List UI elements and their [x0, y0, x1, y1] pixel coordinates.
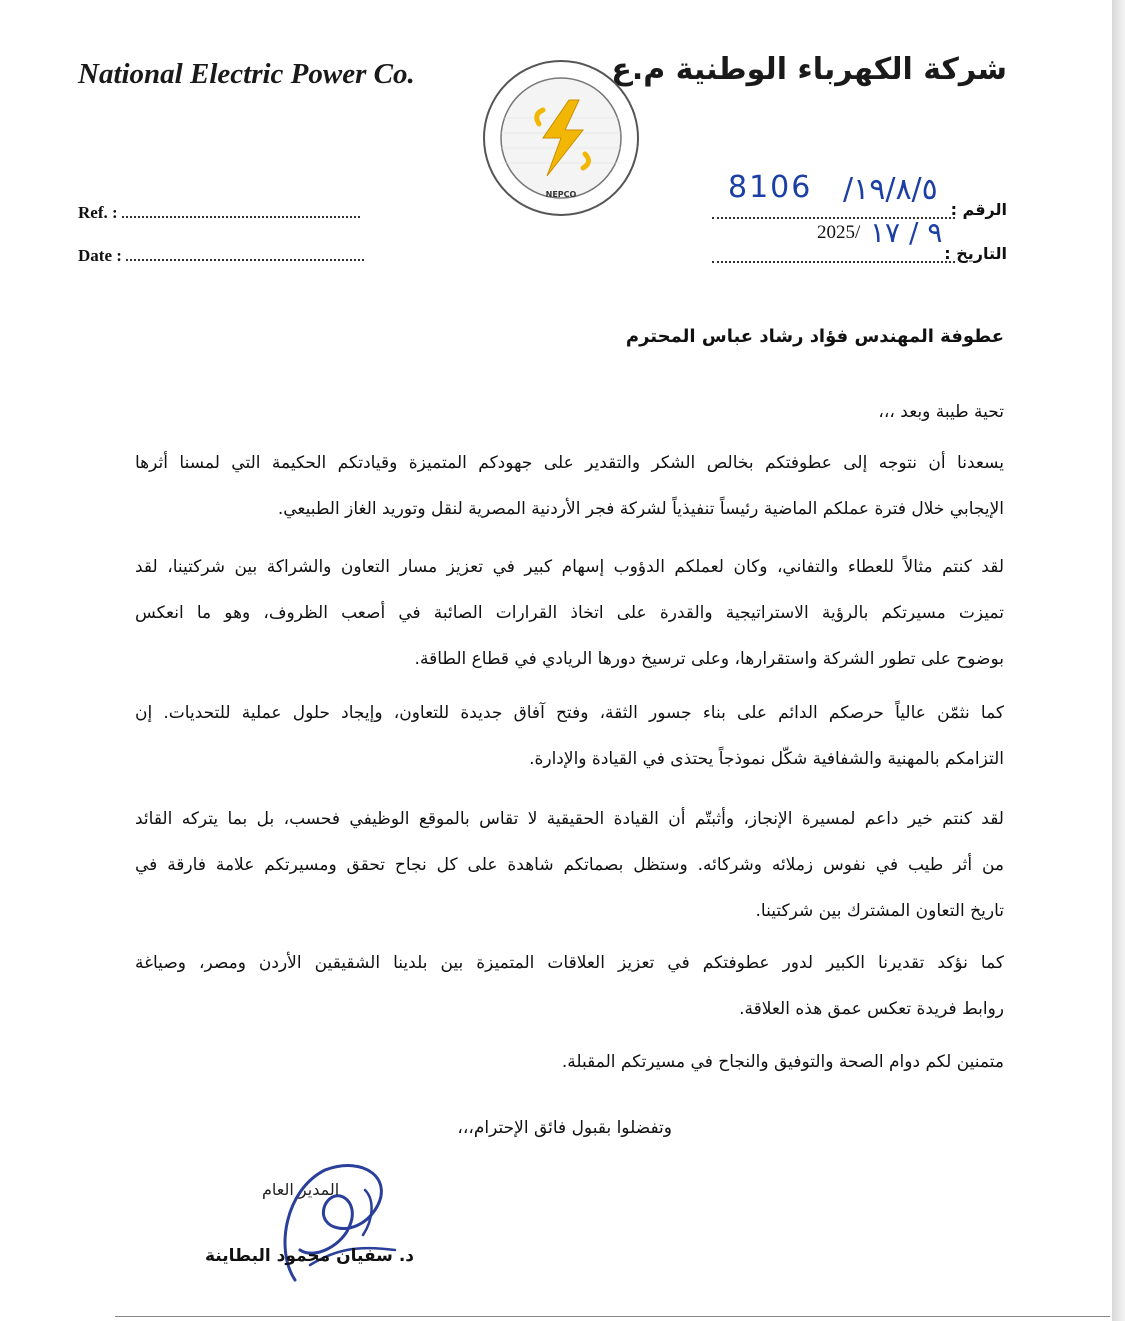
ref-label-ar: الرقم :	[950, 200, 1007, 219]
handwritten-signature	[255, 1150, 405, 1290]
date-dotted-line-ar	[712, 259, 955, 263]
paragraph-2	[135, 544, 1004, 682]
closing-wish: متمنين لكم دوام الصحة والتوفيق والنجاح في مسيرتكم المقبلة.	[561, 1052, 1004, 1072]
ref-label-en: Ref. :	[78, 203, 118, 222]
page-edge-shadow	[1112, 0, 1125, 1321]
ref-handwritten-suffix: /١٩/٨/٥	[843, 172, 938, 207]
paragraph-5	[135, 940, 1004, 1032]
company-name-english: National Electric Power Co.	[78, 58, 415, 90]
paragraph-line: تميزت مسيرتكم بالرؤية الاستراتيجية والقدرة على اتخاذ القرارات الصائبة في أصعب الظروف، وهو ما انعكس	[135, 603, 1004, 623]
date-label-ar: التاريخ :	[944, 244, 1007, 263]
date-dotted-line	[126, 251, 364, 261]
paragraph-3	[135, 690, 1004, 782]
paragraph-line: التزامكم بالمهنية والشفافية شكّل نموذجاً يحتذى في القيادة والإدارة.	[529, 749, 1004, 769]
paragraph-line: الإيجابي خلال فترة عملكم الماضية رئيساً تنفيذياً لشركة فجر الأردنية المصرية لنقل وتوريد الغاز الطبيعي.	[277, 499, 1004, 519]
date-printed: 2025/	[817, 222, 861, 243]
ref-field-en	[78, 203, 360, 223]
signatory-title: المدير العام	[262, 1180, 340, 1199]
logo-caption: NEPCO	[545, 190, 577, 199]
date-label-en: Date :	[78, 246, 122, 265]
addressee: عطوفة المهندس فؤاد رشاد عباس المحترم	[625, 326, 1004, 347]
paragraph-line: تاريخ التعاون المشترك بين شركتينا.	[755, 901, 1004, 921]
paragraph-line: بوضوح على تطور الشركة واستقرارها، وعلى ترسيخ دورها الريادي في قطاع الطاقة.	[414, 649, 1004, 669]
paragraph-line: روابط فريدة تعكس عمق هذه العلاقة.	[739, 999, 1004, 1019]
ref-dotted-line	[122, 208, 360, 218]
nepco-logo	[481, 58, 641, 218]
greeting: تحية طيبة وبعد ،،،	[878, 402, 1004, 422]
footer-rule	[115, 1316, 1110, 1317]
paragraph-line: يسعدنا أن نتوجه إلى عطوفتكم بخالص الشكر والتقدير على جهودكم المتميزة وقيادتكم الحكيمة التي لمسنا أثرها	[135, 453, 1004, 473]
date-field-en	[78, 246, 364, 266]
paragraph-line: من أثر طيب في نفوس زملائه وشركائه. وستظل بصماتكم شاهدة على كل نجاح تحقق ومسيرتكم علامة فارقة في	[135, 855, 1004, 875]
ref-handwritten: 8106	[728, 170, 813, 205]
date-handwritten: ٩ / ١٧	[870, 216, 943, 249]
paragraph-line: كما نثمّن عالياً حرصكم الدائم على بناء جسور الثقة، وفتح آفاق جديدة للتعاون، وإيجاد حلول عملية للتحديات. إن	[135, 703, 1004, 723]
paragraph-line: لقد كنتم مثالاً للعطاء والتفاني، وكان لعملكم الدؤوب إسهام كبير في تعزيز مسار التعاون والشراكة بين شركتينا، لقد	[135, 557, 1004, 577]
signatory-name: د. سفيان محمود البطاينة	[205, 1246, 415, 1266]
paragraph-4	[135, 796, 1004, 934]
paragraph-1	[135, 440, 1004, 532]
paragraph-line: كما نؤكد تقديرنا الكبير لدور عطوفتكم في تعزيز العلاقات المتميزة بين بلدينا الشقيقين الأردن ومصر، وصياغة	[135, 953, 1004, 973]
company-name-arabic: شركة الكهرباء الوطنية م.ع	[611, 52, 1007, 87]
closing-regards: وتفضلوا بقبول فائق الإحترام،،،	[457, 1118, 672, 1138]
paragraph-line: لقد كنتم خير داعم لمسيرة الإنجاز، وأثبتّم أن القيادة الحقيقية لا تقاس بالموقع الوظيفي فحسب، بل بما يتركه القائد	[135, 809, 1004, 829]
